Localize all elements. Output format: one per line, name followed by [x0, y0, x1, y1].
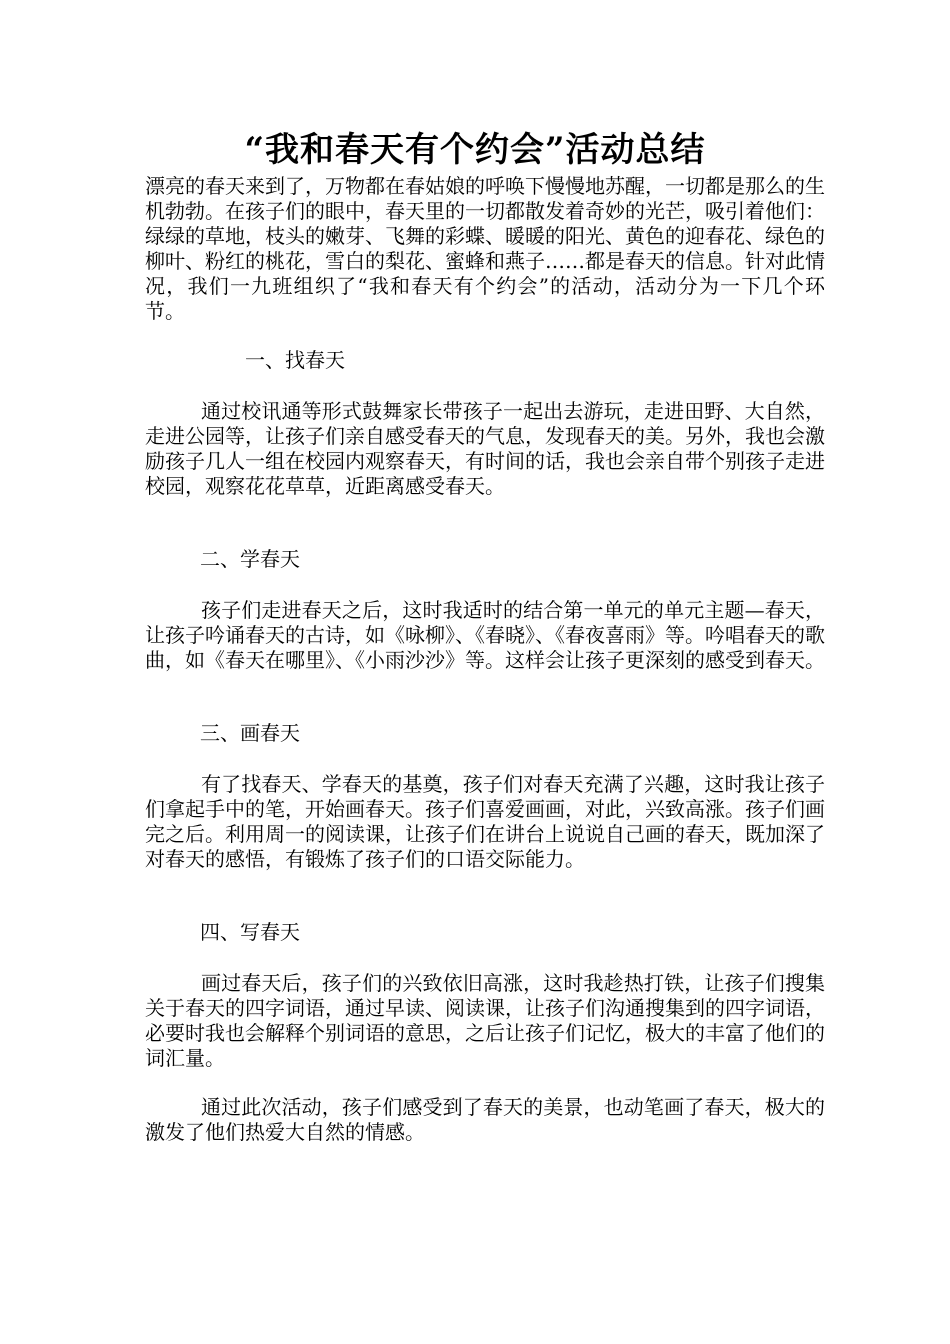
section-paragraph-find-spring: 通过校讯通等形式鼓舞家长带孩子一起出去游玩，走进田野、大自然，走进公园等，让孩子们亲自感受春天的气息，发现春天的美。另外，我也会激励孩子几人一组在校园内观察春天，有时间的话，我也会亲自带个别孩子走进校园，观察花花草草，近距离感受春天。: [145, 399, 825, 498]
conclusion-paragraph: 通过此次活动，孩子们感受到了春天的美景，也动笔画了春天，极大的激发了他们热爱大自然的情感。: [145, 1095, 825, 1144]
section-heading-write-spring: 四、写春天: [200, 920, 300, 944]
intro-paragraph: 漂亮的春天来到了，万物都在春姑娘的呼唤下慢慢地苏醒，一切都是那么的生机勃勃。在孩子们的眼中，春天里的一切都散发着奇妙的光芒，吸引着他们：绿绿的草地，枝头的嫩芽、飞舞的彩蝶、暖暖的阳光、黄色的迎春花、绿色的柳叶、粉红的桃花，雪白的梨花、蜜蜂和燕子……都是春天的信息。针对此情况，我们一九班组织了“我和春天有个约会”的活动，活动分为一下几个环节。: [145, 174, 825, 323]
section-paragraph-draw-spring: 有了找春天、学春天的基奠，孩子们对春天充满了兴趣，这时我让孩子们拿起手中的笔，开始画春天。孩子们喜爱画画，对此，兴致高涨。孩子们画完之后。利用周一的阅读课，让孩子们在讲台上说说自己画的春天，既加深了对春天的感悟，有锻炼了孩子们的口语交际能力。: [145, 772, 825, 871]
section-heading-learn-spring: 二、学春天: [200, 547, 300, 571]
section-paragraph-write-spring: 画过春天后，孩子们的兴致依旧高涨，这时我趁热打铁，让孩子们搜集关于春天的四字词语，通过早读、阅读课，让孩子们沟通搜集到的四字词语，必要时我也会解释个别词语的意思，之后让孩子们记忆，极大的丰富了他们的词汇量。: [145, 971, 825, 1070]
document-title: “我和春天有个约会”活动总结: [244, 130, 706, 170]
section-heading-find-spring: 一、找春天: [245, 348, 345, 372]
section-heading-draw-spring: 三、画春天: [200, 721, 300, 745]
section-paragraph-learn-spring: 孩子们走进春天之后，这时我适时的结合第一单元的单元主题—春天，让孩子吟诵春天的古诗，如《咏柳》、《春晓》、《春夜喜雨》等。吟唱春天的歌曲，如《春天在哪里》、《小雨沙沙》等。这样会让孩子更深刻的感受到春天。: [145, 598, 825, 672]
